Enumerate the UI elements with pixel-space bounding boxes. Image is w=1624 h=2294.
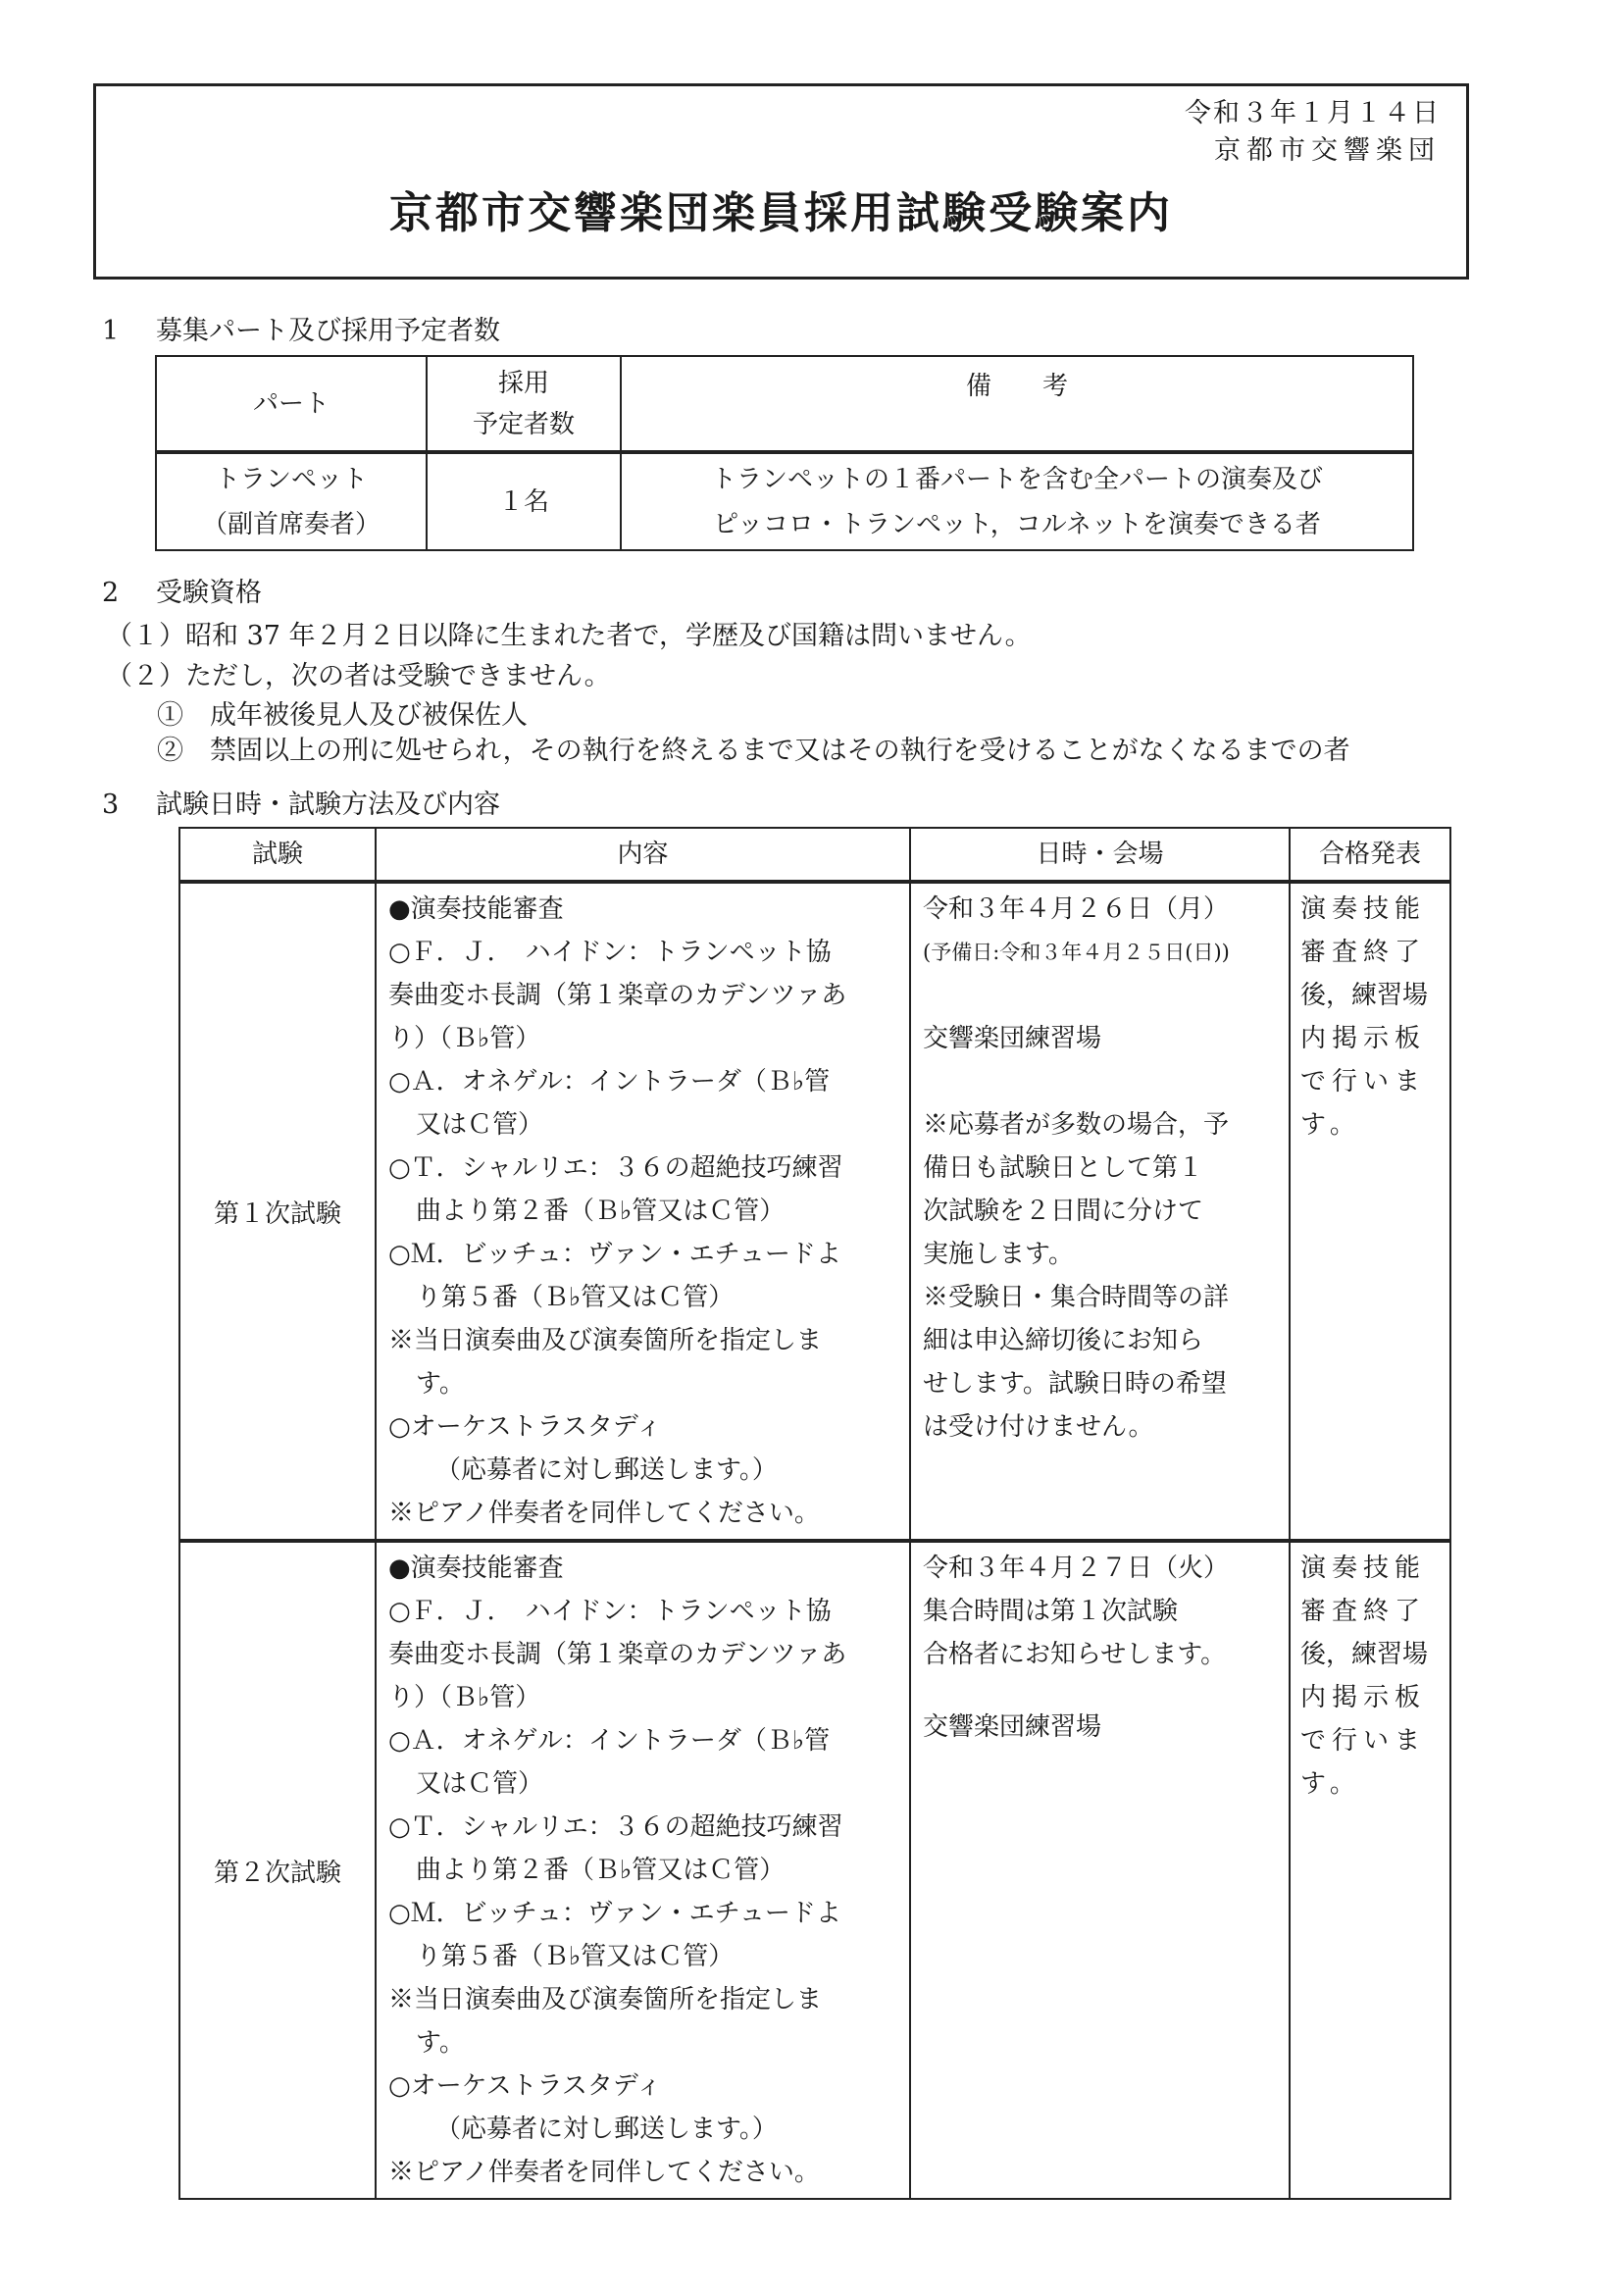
result-line: 演奏技能 xyxy=(1300,894,1427,924)
datetime-line: (予備日:令和３年４月２５日(日)) xyxy=(923,941,1230,964)
exam-content-1 xyxy=(376,882,910,1541)
notes-cell xyxy=(621,452,1413,550)
content-line: ○Ｆ．Ｊ． ハイドン：トランペット協 xyxy=(388,938,832,967)
section-2-number: 2 xyxy=(102,578,120,608)
result-line: 審査終了 xyxy=(1300,938,1427,967)
exam-datetime-2 xyxy=(910,1541,1290,2199)
col-content-header: 内容 xyxy=(376,828,910,882)
spacer xyxy=(923,974,1281,1017)
result-line: で行いま xyxy=(1300,1726,1427,1756)
content-line: ※ピアノ伴奏者を同伴してください。 xyxy=(388,2158,820,2187)
result-line: 内掲示板 xyxy=(1300,1683,1427,1712)
content-line: り）（Ｂ♭管） xyxy=(388,1024,541,1053)
content-line: ○Ａ．オネゲル：イントラーダ（Ｂ♭管 xyxy=(388,1726,831,1756)
exclusion-item-2: ② 禁固以上の刑に処せられ，その執行を終えるまで又はその執行を受けることがなくなるまでの者 xyxy=(157,736,1350,766)
result-line: 後，練習場 xyxy=(1300,1640,1429,1669)
section-1-number: 1 xyxy=(102,316,120,346)
datetime-line: せします。試験日時の希望 xyxy=(923,1369,1227,1399)
content-line: り第５番（Ｂ♭管又はＣ管） xyxy=(416,1283,735,1312)
datetime-line: ※応募者が多数の場合，予 xyxy=(923,1110,1230,1140)
content-line: ※ピアノ伴奏者を同伴してください。 xyxy=(388,1499,820,1528)
content-line: り第５番（Ｂ♭管又はＣ管） xyxy=(416,1942,735,1971)
exam-schedule-table xyxy=(178,827,1451,2200)
datetime-line: 備日も試験日として第１ xyxy=(923,1153,1204,1183)
result-line: す。 xyxy=(1300,1110,1361,1140)
exam-datetime-1 xyxy=(910,882,1290,1541)
content-line: ○Ｍ．ビッチュ：ヴァン・エチュードよ xyxy=(388,1899,841,1928)
document-title: 京都市交響楽団楽員採用試験受験案内 xyxy=(389,188,1173,238)
section-2-heading xyxy=(102,576,262,611)
section-3-heading xyxy=(102,788,500,823)
datetime-line: ※受験日・集合時間等の詳 xyxy=(923,1283,1230,1312)
issue-date: 令和３年１月１４日 xyxy=(1185,98,1441,128)
content-line: （応募者に対し郵送します。） xyxy=(435,1455,778,1485)
section-1-title: 募集パート及び採用予定者数 xyxy=(156,316,500,346)
recruitment-table-header-row xyxy=(156,356,1413,452)
issuing-organization: 京都市交響楽団 xyxy=(1214,135,1441,166)
col-count-header-line2: 予定者数 xyxy=(472,409,575,439)
exam-table-header-row xyxy=(179,828,1450,882)
col-notes-header: 備 考 xyxy=(621,356,1413,452)
content-line: ○Ｍ．ビッチュ：ヴァン・エチュードよ xyxy=(388,1240,841,1269)
eligibility-item-2: （２）ただし，次の者は受験できません。 xyxy=(106,661,611,691)
content-line: す。 xyxy=(416,1369,465,1399)
content-line: ○Ｔ．シャルリエ：３６の超絶技巧練習 xyxy=(388,1153,843,1183)
section-1-heading xyxy=(102,314,500,349)
datetime-line: 交響楽団練習場 xyxy=(923,1024,1102,1053)
content-line: 奏曲変ホ長調（第１楽章のカデンツァあ xyxy=(388,981,847,1010)
content-line: ○Ｆ．Ｊ． ハイドン：トランペット協 xyxy=(388,1597,832,1626)
section-3-title: 試験日時・試験方法及び内容 xyxy=(156,790,500,820)
col-count-header xyxy=(427,356,621,452)
result-line: で行いま xyxy=(1300,1067,1427,1096)
result-line: 審査終了 xyxy=(1300,1597,1427,1626)
content-line: 曲より第２番（Ｂ♭管又はＣ管） xyxy=(416,1856,786,1885)
count-cell: １名 xyxy=(427,452,621,550)
eligibility-item-1: （１）昭和 37 年２月２日以降に生まれた者で，学歴及び国籍は問いません。 xyxy=(106,621,1032,651)
result-line: 演奏技能 xyxy=(1300,1554,1427,1583)
content-line: 又はＣ管） xyxy=(416,1110,544,1140)
content-line: り）（Ｂ♭管） xyxy=(388,1683,541,1712)
datetime-line: 令和３年４月２６日（月） xyxy=(923,894,1230,924)
part-cell xyxy=(156,452,427,550)
content-line: （応募者に対し郵送します。） xyxy=(435,2115,778,2144)
col-datetime-header: 日時・会場 xyxy=(910,828,1290,882)
exam-content-2 xyxy=(376,1541,910,2199)
content-line: ○Ｔ．シャルリエ：３６の超絶技巧練習 xyxy=(388,1812,843,1842)
result-line: 内掲示板 xyxy=(1300,1024,1427,1053)
content-line: ○オーケストラスタディ xyxy=(388,1412,662,1442)
part-line2: （副首席奏者） xyxy=(201,509,381,539)
content-line: ※当日演奏曲及び演奏箇所を指定しま xyxy=(388,1326,823,1355)
datetime-line: 合格者にお知らせします。 xyxy=(923,1640,1227,1669)
exam-name-1: 第１次試験 xyxy=(179,882,376,1541)
datetime-line: 交響楽団練習場 xyxy=(923,1712,1102,1742)
datetime-line: 実施します。 xyxy=(923,1240,1074,1269)
section-3-number: 3 xyxy=(102,790,120,820)
col-exam-header: 試験 xyxy=(179,828,376,882)
result-line: す。 xyxy=(1300,1769,1361,1799)
section-2-title: 受験資格 xyxy=(156,578,262,608)
notes-line1: トランペットの１番パートを含む全パートの演奏及び xyxy=(710,464,1323,494)
datetime-line: 次試験を２日間に分けて xyxy=(923,1197,1204,1226)
content-line: ○オーケストラスタディ xyxy=(388,2071,662,2101)
recruitment-table-row xyxy=(156,452,1413,550)
part-line1: トランペット xyxy=(214,464,368,494)
content-line: ●演奏技能審査 xyxy=(388,894,564,924)
content-line: 曲より第２番（Ｂ♭管又はＣ管） xyxy=(416,1197,786,1226)
notes-line2: ピッコロ・トランペット，コルネットを演奏できる者 xyxy=(713,509,1321,539)
col-count-header-line1: 採用 xyxy=(497,368,549,398)
datetime-line: 細は申込締切後にお知ら xyxy=(923,1326,1204,1355)
spacer xyxy=(923,1060,1281,1103)
col-result-header: 合格発表 xyxy=(1290,828,1450,882)
exam-result-1 xyxy=(1290,882,1450,1541)
exam-row-1 xyxy=(179,882,1450,1541)
exam-name-2: 第２次試験 xyxy=(179,1541,376,2199)
result-line: 後，練習場 xyxy=(1300,981,1429,1010)
exam-row-2 xyxy=(179,1541,1450,2199)
exam-result-2 xyxy=(1290,1541,1450,2199)
header-box xyxy=(93,83,1469,280)
col-part-header: パート xyxy=(156,356,427,452)
content-line: 又はＣ管） xyxy=(416,1769,544,1799)
content-line: す。 xyxy=(416,2028,465,2058)
exclusion-item-1: ① 成年被後見人及び被保佐人 xyxy=(157,700,528,731)
datetime-line: 集合時間は第１次試験 xyxy=(923,1597,1179,1626)
spacer xyxy=(923,1676,1281,1706)
datetime-line: は受け付けません。 xyxy=(923,1412,1154,1442)
content-line: ※当日演奏曲及び演奏箇所を指定しま xyxy=(388,1985,823,2014)
datetime-line: 令和３年４月２７日（火） xyxy=(923,1554,1230,1583)
content-line: ●演奏技能審査 xyxy=(388,1554,564,1583)
content-line: ○Ａ．オネゲル：イントラーダ（Ｂ♭管 xyxy=(388,1067,831,1096)
content-line: 奏曲変ホ長調（第１楽章のカデンツァあ xyxy=(388,1640,847,1669)
recruitment-table xyxy=(155,355,1414,551)
